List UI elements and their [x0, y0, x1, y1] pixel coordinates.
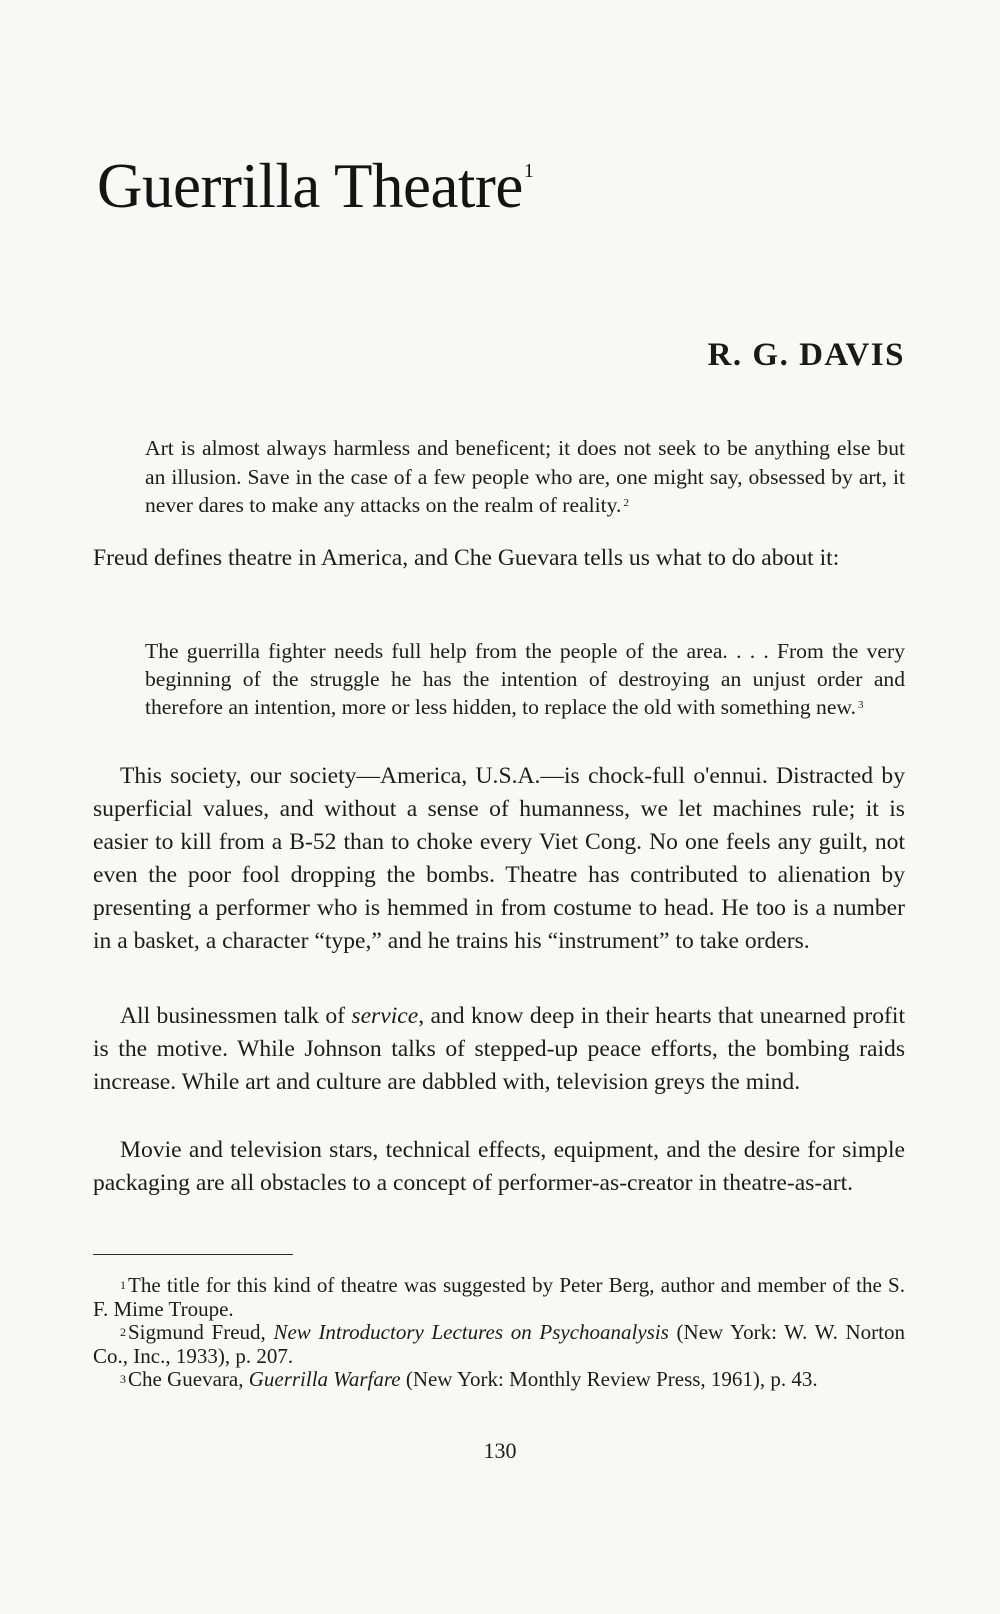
- body-paragraph-3: Movie and television stars, technical effects, equipment, and the desire for simple packaging are all obstacles to a concept of performer-as-creator in theatre-as-art.: [93, 1137, 905, 1196]
- footnote-1: [93, 1274, 905, 1321]
- epigraph-footnote-ref[interactable]: 2: [623, 497, 629, 509]
- body-paragraph-2-start: All businessmen talk of: [120, 1003, 352, 1029]
- block-quote: [145, 637, 905, 721]
- epigraph: [145, 434, 905, 520]
- footnote-3: [93, 1368, 905, 1392]
- footnote-divider: [93, 1254, 293, 1255]
- block-quote-text: The guerrilla fighter needs full help from the people of the area. . . . From the very beginning of the struggle he has the intention of destroying an unjust order and therefore an intention, more or less hidden, to replace the old with something new.: [145, 639, 905, 719]
- intro-paragraph: Freud defines theatre in America, and Che Guevara tells us what to do about it:: [93, 545, 840, 571]
- footnote-title: New Introductory Lectures on Psychoanalysis: [273, 1320, 669, 1345]
- footnote-number: 3: [120, 1372, 126, 1387]
- body-paragraph-2-italic: service: [351, 1003, 419, 1029]
- article-title: [97, 151, 534, 221]
- author-name: R. G. DAVIS: [707, 337, 905, 373]
- article-title-text: Guerrilla Theatre: [97, 151, 523, 221]
- footnote-text-end: (New York: W. W. Norton Co., Inc., 1933), p. 207.: [93, 1320, 905, 1368]
- footnote-text-end: (New York: Monthly Review Press, 1961), p. 43.: [400, 1367, 818, 1392]
- page-number: 130: [483, 1438, 517, 1463]
- footnote-title: Guerrilla Warfare: [248, 1367, 401, 1392]
- footnote-text: Che Guevara,: [128, 1367, 249, 1392]
- footnote-number: 1: [120, 1278, 126, 1292]
- footnote-number: 2: [120, 1325, 126, 1340]
- footnotes: [93, 1274, 905, 1392]
- body-paragraph-1: This society, our society—America, U.S.A.—is chock-full o'ennui. Distracted by superficial values, and without a sense of humanness, we let machines rule; it is easier to kill from a B-52 than to choke every Viet Cong. No one feels any guilt, not even the poor fool dropping the bombs. Theatre has contributed to alienation by presenting a performer who is hemmed in from costume to head. He too is a number in a basket, a character “type,” and he trains his “instrument” to take orders.: [93, 763, 905, 954]
- title-footnote-ref[interactable]: 1: [523, 160, 534, 182]
- body-paragraph-2: [93, 1000, 905, 1099]
- footnote-text: The title for this kind of theatre was suggested by Peter Berg, author and member of the S. F. Mime Troupe.: [93, 1273, 905, 1321]
- quote-footnote-ref[interactable]: 3: [858, 699, 864, 711]
- footnote-text: Sigmund Freud,: [128, 1320, 274, 1345]
- epigraph-text: Art is almost always harmless and beneficent; it does not seek to be anything else but an illusion. Save in the case of a few people who are, one might say, obsessed by art, it never dares to make any attacks on the realm of reality.: [145, 436, 905, 517]
- footnote-2: [93, 1321, 905, 1368]
- body-paragraph-2-end: , and know deep in their hearts that unearned profit is the motive. While Johnson talks of stepped-up peace efforts, the bombing raids increase. While art and culture are dabbled with, television greys the mind.: [93, 1003, 906, 1095]
